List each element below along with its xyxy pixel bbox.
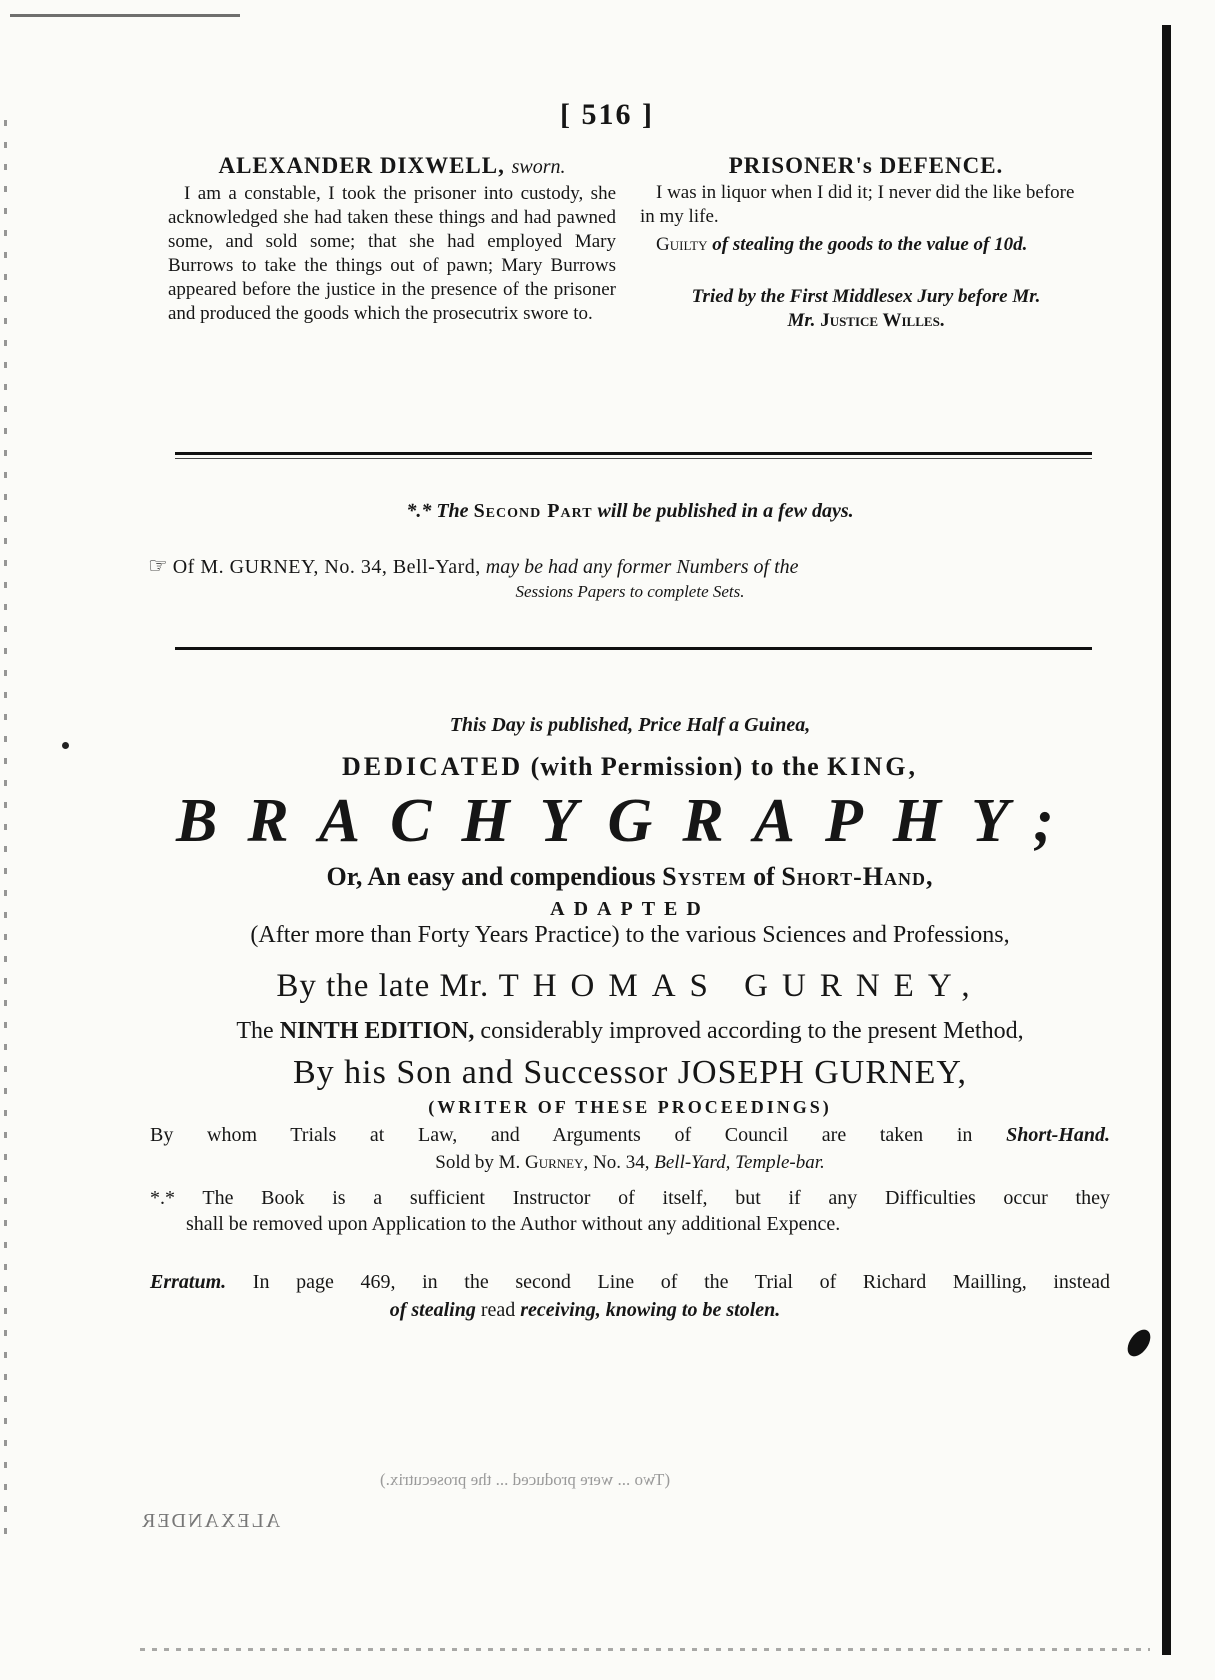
scan-bottom-noise — [140, 1648, 1150, 1651]
sworn-label: sworn. — [511, 156, 566, 178]
advert-rule — [175, 647, 1092, 650]
bleed-through-fragment: (Two ... were produced ... the prosecutrix.) — [380, 1470, 671, 1489]
edition-the: The — [236, 1018, 274, 1044]
edition-ninth: NINTH EDITION, — [279, 1018, 475, 1044]
left-column — [168, 154, 616, 326]
erratum-line1 — [150, 1268, 1110, 1296]
writer-line: (WRITER OF THESE PROCEEDINGS) — [428, 1097, 832, 1117]
book-note-line1: *.* The Book is a sufficient Instructor of itself, but if any Difficulties occur they — [150, 1187, 1110, 1209]
erratum — [150, 1268, 1110, 1324]
sold-number: No. 34, — [593, 1152, 650, 1173]
erratum-stealing: stealing — [411, 1299, 476, 1321]
witness-name: ALEXANDER DIXWELL, — [218, 153, 505, 178]
book-note-line2: shall be removed upon Application to the Author without any additional Expence. — [186, 1213, 841, 1235]
dedicated-permission: (with Permission) to the — [530, 752, 820, 781]
second-part-notice — [150, 500, 1110, 523]
tried-mr: Mr. — [787, 310, 816, 331]
dedicated-king: KING, — [827, 752, 918, 781]
trials-line — [150, 1124, 1110, 1147]
sold-line — [150, 1152, 1110, 1174]
trials-shorthand: Short-Hand. — [1006, 1124, 1111, 1146]
erratum-text: In page 469, in the second Line of the Trial of Richard Mailling, instead — [252, 1271, 1111, 1293]
verdict-detail: of stealing the goods to the value of 10d. — [712, 234, 1028, 255]
book-subtitle — [150, 862, 1110, 892]
witness-testimony: I am a constable, I took the prisoner into custody, she acknowledged she had taken these things and had pawned some, and sold some; that she had employed Mary Burrows to take the things out of pawn; Mary Burrows appeared before the justice in the presence of the prisoner and produced the goods which the prosecutrix swore to. — [168, 183, 616, 324]
pointing-hand-icon: ☞ — [148, 553, 168, 578]
successor-line: By his Son and Successor JOSEPH GURNEY, — [292, 1054, 968, 1091]
dedicated-word: DEDICATED — [342, 752, 524, 781]
book-note — [150, 1185, 1110, 1237]
ink-blot — [1123, 1326, 1155, 1361]
erratum-line2 — [150, 1296, 1110, 1324]
by-late: By the late Mr. — [276, 968, 490, 1004]
scan-left-edge-noise — [4, 120, 7, 1540]
author-name: THOMAS GURNEY, — [498, 968, 984, 1004]
ink-dot — [62, 742, 69, 749]
adapted-line: ADAPTED — [550, 898, 710, 920]
scan-top-mark — [10, 14, 240, 17]
asterism: *.* — [406, 500, 432, 522]
bleed-through-catchword: ALEXANDER — [140, 1510, 281, 1532]
gurney-address: Of M. GURNEY, No. 34, Bell-Yard, — [172, 556, 481, 578]
author-line — [150, 968, 1110, 1005]
verdict — [656, 233, 1092, 257]
scan-right-edge-bar — [1162, 25, 1171, 1655]
book-title: BRACHYGRAPHY; — [176, 787, 1084, 855]
witness-heading — [168, 154, 616, 179]
erratum-label: Erratum. — [150, 1271, 227, 1293]
subtitle-system: System — [662, 862, 747, 891]
section-rule — [175, 452, 1092, 455]
judge-name: Justice Willes. — [820, 310, 945, 331]
trials-text: By whom Trials at Law, and Arguments of Council are taken in — [150, 1124, 973, 1146]
tried-prefix: Tried by the First Middlesex Jury before Mr. — [691, 286, 1041, 307]
practice-line: (After more than Forty Years Practice) to the various Sciences and Professions, — [250, 922, 1010, 948]
right-column — [640, 154, 1092, 333]
sold-name: M. Gurney, — [498, 1152, 589, 1173]
verdict-guilty: Guilty — [656, 234, 708, 255]
erratum-of: of — [389, 1299, 407, 1321]
subtitle-of: of — [753, 862, 775, 891]
second-part-label: Second Part — [473, 500, 593, 522]
gurney-notice — [148, 553, 1108, 579]
defence-statement: I was in liquor when I did it; I never did the like before in my life. — [640, 182, 1075, 227]
erratum-read: read — [480, 1299, 516, 1321]
section-rule-thin — [175, 458, 1092, 459]
erratum-receiving: receiving, knowing to be stolen. — [520, 1299, 781, 1321]
page-number: [ 516 ] — [560, 98, 654, 131]
dedication-line — [150, 752, 1110, 782]
sold-address: Bell-Yard, Temple-bar. — [654, 1152, 825, 1173]
defence-heading: PRISONER's DEFENCE. — [728, 153, 1004, 178]
notice-the: The — [436, 500, 469, 522]
edition-rest: considerably improved according to the present Method, — [480, 1018, 1024, 1044]
sold-by: Sold by — [435, 1152, 494, 1173]
gurney-notice-line2: Sessions Papers to complete Sets. — [515, 582, 745, 601]
second-part-rest: will be published in a few days. — [597, 500, 854, 522]
subtitle-text: Or, An easy and compendious — [326, 862, 656, 891]
price-line: This Day is published, Price Half a Guinea, — [449, 714, 811, 736]
gurney-notice-rest: may be had any former Numbers of the — [485, 556, 799, 578]
edition-line — [150, 1018, 1110, 1045]
tried-by — [640, 285, 1092, 333]
subtitle-shorthand: Short-Hand, — [781, 862, 934, 891]
